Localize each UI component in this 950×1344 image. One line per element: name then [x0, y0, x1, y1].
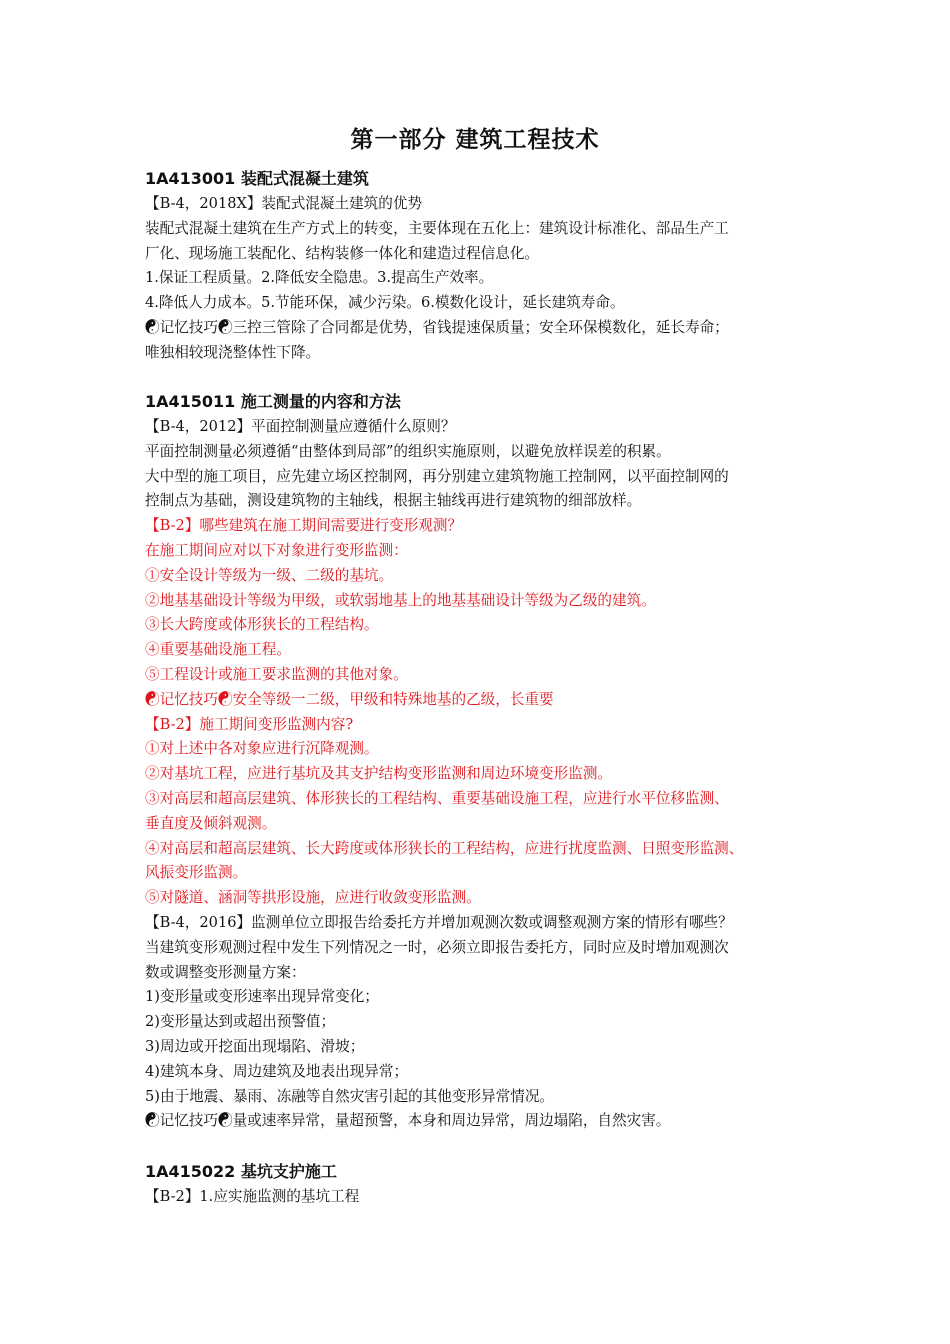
text-line: 【B-2】哪些建筑在施工期间需要进行变形观测？ — [145, 517, 463, 535]
section-3-body — [145, 1185, 825, 1210]
text-line: 装配式混凝土建筑在生产方式上的转变，主要体现在五化上：建筑设计标准化、部品生产工 — [145, 219, 729, 237]
text-line: 【B-4，2012】平面控制测量应遵循什么原则？ — [145, 418, 456, 435]
text-line: 在施工期间应对以下对象进行变形监测： — [145, 541, 408, 559]
text-line: 4.降低人力成本。5.节能环保，减少污染。6.模数化设计，延长建筑寿命。 — [145, 294, 625, 312]
text-line: ④对高层和超高层建筑、长大跨度或体形狭长的工程结构，应进行扰度监测、日照变形监测、 — [145, 839, 744, 857]
text-line: 【B-4，2016】监测单位立即报告给委托方并增加观测次数或调整观测方案的情形有哪些？ — [145, 913, 733, 931]
text-line: 数或调整变形测量方案： — [145, 963, 306, 981]
text-line: ④重要基础设施工程。 — [145, 641, 291, 659]
text-line: ☯记忆技巧☯安全等级一二级，甲级和特殊地基的乙级，长重要 — [145, 690, 554, 708]
text-line: 厂化、现场施工装配化、结构装修一体化和建造过程信息化。 — [145, 244, 540, 262]
text-line: 3)周边或开挖面出现塌陷、滑坡； — [145, 1037, 365, 1055]
section-1-heading: 1A413001 装配式混凝土建筑 — [145, 169, 369, 188]
section-3 — [145, 1159, 825, 1210]
text-line: 垂直度及倾斜观测。 — [145, 814, 277, 832]
text-line: 5)由于地震、暴雨、冻融等自然灾害引起的其他变形异常情况。 — [145, 1087, 555, 1105]
text-line: 【B-2】1.应实施监测的基坑工程 — [145, 1188, 360, 1205]
text-line: ⑤对隧道、涵洞等拱形设施，应进行收敛变形监测。 — [145, 889, 481, 907]
text-line: ①安全设计等级为一级、二级的基坑。 — [145, 566, 394, 584]
text-line: ③对高层和超高层建筑、体形狭长的工程结构、重要基础设施工程，应进行水平位移监测、 — [145, 789, 729, 807]
text-line: 当建筑变形观测过程中发生下列情况之一时，必须立即报告委托方，同时应及时增加观测次 — [145, 938, 729, 956]
text-line: 1)变形量或变形速率出现异常变化； — [145, 988, 379, 1006]
section-2-body — [145, 415, 825, 1134]
text-line: ①对上述中各对象应进行沉降观测。 — [145, 740, 379, 758]
page-title: 第一部分 建筑工程技术 — [350, 127, 600, 153]
text-line: ②地基基础设计等级为甲级，或软弱地基上的地基基础设计等级为乙级的建筑。 — [145, 591, 656, 609]
text-line: ⑤工程设计或施工要求监测的其他对象。 — [145, 665, 408, 683]
text-line: 大中型的施工项目，应先建立场区控制网，再分别建立建筑物施工控制网，以平面控制网的 — [145, 467, 729, 485]
section-1-body — [145, 192, 825, 366]
section-3-heading: 1A415022 基坑支护施工 — [145, 1162, 337, 1181]
text-line: 控制点为基础，测设建筑物的主轴线，根据主轴线再进行建筑物的细部放样。 — [145, 492, 642, 510]
text-line: 平面控制测量必须遵循“由整体到局部”的组织实施原则，以避免放样误差的积累。 — [145, 442, 671, 460]
text-line: 1.保证工程质量。2.降低安全隐患。3.提高生产效率。 — [145, 269, 494, 287]
text-line: 【B-2】施工期间变形监测内容? — [145, 715, 354, 733]
text-line: 4)建筑本身、周边建筑及地表出现异常； — [145, 1062, 409, 1080]
text-line: ③长大跨度或体形狭长的工程结构。 — [145, 616, 379, 634]
text-line: 2)变形量达到或超出预警值； — [145, 1013, 336, 1031]
section-2-heading: 1A415011 施工测量的内容和方法 — [145, 392, 401, 411]
text-line: 唯独相较现浇整体性下降。 — [145, 343, 321, 361]
section-2 — [145, 389, 825, 1134]
section-1 — [145, 166, 825, 366]
text-line: ②对基坑工程，应进行基坑及其支护结构变形监测和周边环境变形监测。 — [145, 765, 613, 783]
text-line: ☯记忆技巧☯三控三管除了合同都是优势，省钱提速保质量；安全环保模数化，延长寿命； — [145, 318, 729, 336]
text-line: 【B-4，2018X】装配式混凝土建筑的优势 — [145, 195, 423, 212]
text-line: 风振变形监测。 — [145, 864, 248, 882]
text-line: ☯记忆技巧☯量或速率异常，量超预警，本身和周边异常，周边塌陷，自然灾害。 — [145, 1112, 671, 1130]
